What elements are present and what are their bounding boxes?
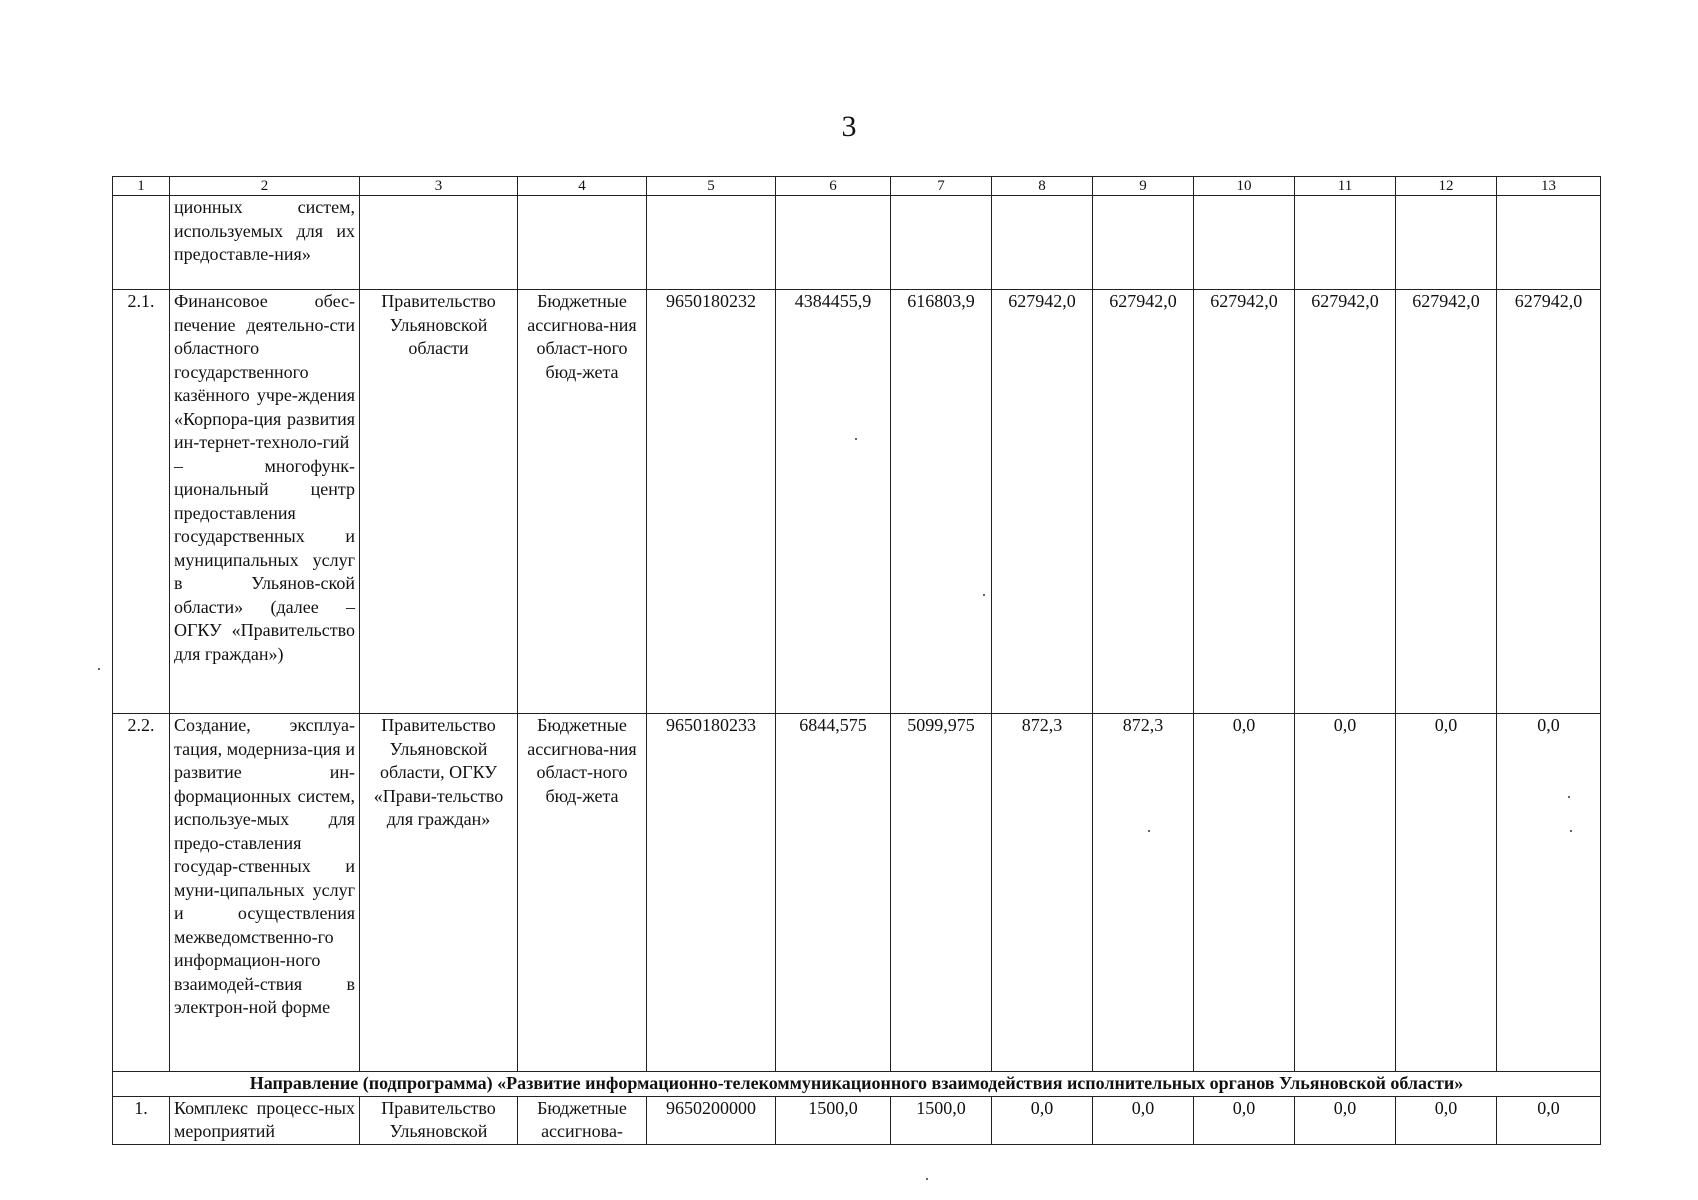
scan-speck <box>1570 830 1572 832</box>
value-cell: 0,0 <box>1194 714 1295 1072</box>
value-cell: 4384455,9 <box>776 290 891 714</box>
executor-cell: Правительство Ульяновской <box>360 1096 518 1144</box>
description-cell: Финансовое обес-печение деятельно-сти областного государственного казённого учре-ждения «Корпора-ция развития ин-тернет-техноло-гий – многофунк-циональный центр предоставления государственных и муниципальных услуг в Ульянов-ской области» (далее – ОГКУ «Правительство для граждан») <box>170 290 360 714</box>
funding-source-cell: Бюджетные ассигнова- <box>518 1096 647 1144</box>
scan-speck <box>926 1178 928 1180</box>
value-cell: 627942,0 <box>1396 290 1497 714</box>
table-row <box>113 196 1601 290</box>
description-cell: Комплекс процесс-ных мероприятий <box>170 1096 360 1144</box>
budget-code-cell <box>647 196 776 290</box>
value-cell <box>1497 196 1601 290</box>
column-number: 10 <box>1194 177 1295 196</box>
value-cell <box>1194 196 1295 290</box>
column-number: 4 <box>518 177 647 196</box>
value-cell: 0,0 <box>992 1096 1093 1144</box>
budget-code-cell: 9650180232 <box>647 290 776 714</box>
value-cell <box>1295 196 1396 290</box>
scan-speck <box>98 668 100 670</box>
value-cell: 0,0 <box>1396 1096 1497 1144</box>
row-index-cell: 2.1. <box>113 290 170 714</box>
value-cell: 627942,0 <box>1295 290 1396 714</box>
table-row <box>113 1096 1601 1144</box>
value-cell: 616803,9 <box>891 290 992 714</box>
scan-speck <box>1148 830 1150 832</box>
value-cell: 0,0 <box>1497 714 1601 1072</box>
executor-cell: Правительство Ульяновской области, ОГКУ «Прави-тельство для граждан» <box>360 714 518 1072</box>
column-number: 6 <box>776 177 891 196</box>
value-cell: 1500,0 <box>776 1096 891 1144</box>
row-index-cell <box>113 196 170 290</box>
section-heading: Направление (подпрограмма) «Развитие информационно-телекоммуникационного взаимодействия исполнительных органов Ульяновской области» <box>113 1072 1601 1097</box>
value-cell: 627942,0 <box>992 290 1093 714</box>
value-cell: 627942,0 <box>1194 290 1295 714</box>
description-cell: ционных систем, используемых для их предоставле-ния» <box>170 196 360 290</box>
row-index-cell: 2.2. <box>113 714 170 1072</box>
funding-source-cell: Бюджетные ассигнова-ния област-ного бюд-жета <box>518 714 647 1072</box>
column-number: 11 <box>1295 177 1396 196</box>
table-row <box>113 714 1601 1072</box>
budget-table <box>112 176 1601 1145</box>
value-cell: 0,0 <box>1396 714 1497 1072</box>
scan-speck <box>855 438 857 440</box>
column-number: 2 <box>170 177 360 196</box>
description-cell: Создание, эксплуа-тация, модерниза-ция и развитие ин-формационных систем, используе-мых для предо-ставления государ-ственных и муни-ципальных услуг и осуществления межведомственно-го информацион-ного взаимодей-ствия в электрон-ной форме <box>170 714 360 1072</box>
value-cell: 0,0 <box>1194 1096 1295 1144</box>
funding-source-cell: Бюджетные ассигнова-ния област-ного бюд-жета <box>518 290 647 714</box>
value-cell: 0,0 <box>1093 1096 1194 1144</box>
value-cell <box>992 196 1093 290</box>
column-number: 5 <box>647 177 776 196</box>
value-cell <box>1093 196 1194 290</box>
value-cell: 627942,0 <box>1093 290 1194 714</box>
column-number: 7 <box>891 177 992 196</box>
executor-cell <box>360 196 518 290</box>
column-number: 8 <box>992 177 1093 196</box>
scan-speck <box>983 594 985 596</box>
budget-code-cell: 9650180233 <box>647 714 776 1072</box>
column-number: 3 <box>360 177 518 196</box>
budget-code-cell: 9650200000 <box>647 1096 776 1144</box>
value-cell <box>776 196 891 290</box>
value-cell: 0,0 <box>1295 714 1396 1072</box>
column-number: 9 <box>1093 177 1194 196</box>
value-cell: 872,3 <box>992 714 1093 1072</box>
executor-cell: Правительство Ульяновской области <box>360 290 518 714</box>
value-cell: 6844,575 <box>776 714 891 1072</box>
value-cell <box>1396 196 1497 290</box>
page-number: 3 <box>841 110 857 143</box>
section-row <box>113 1072 1601 1097</box>
scan-speck <box>1568 796 1570 798</box>
column-number: 12 <box>1396 177 1497 196</box>
value-cell <box>891 196 992 290</box>
value-cell: 0,0 <box>1295 1096 1396 1144</box>
value-cell: 0,0 <box>1497 1096 1601 1144</box>
row-index-cell: 1. <box>113 1096 170 1144</box>
table-row <box>113 290 1601 714</box>
value-cell: 1500,0 <box>891 1096 992 1144</box>
column-number-row <box>113 177 1601 196</box>
value-cell: 5099,975 <box>891 714 992 1072</box>
column-number: 13 <box>1497 177 1601 196</box>
funding-source-cell <box>518 196 647 290</box>
value-cell: 627942,0 <box>1497 290 1601 714</box>
column-number: 1 <box>113 177 170 196</box>
value-cell: 872,3 <box>1093 714 1194 1072</box>
